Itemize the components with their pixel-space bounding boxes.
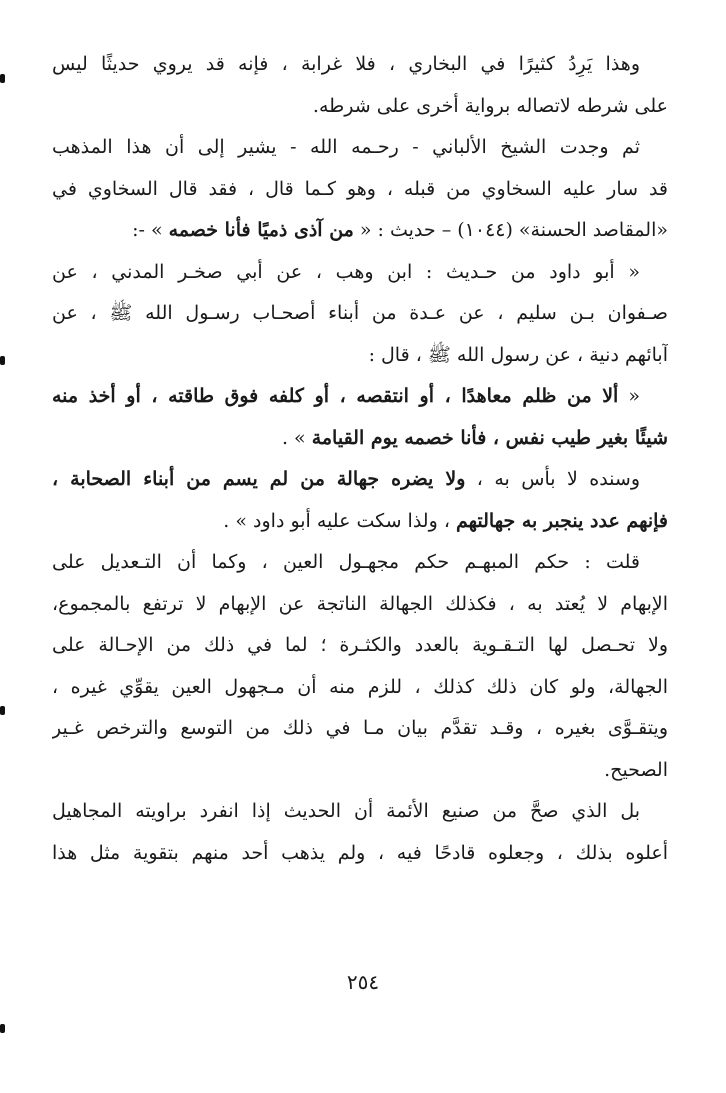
text-line: ويتقـوَّى بغيره ، وقـد تقدَّم بيان مـا في ذلك من التوسع والترخص غـير bbox=[52, 717, 668, 739]
text-segment: «المقاصد الحسنة» (١٠٤٤) – حديث : « bbox=[353, 219, 668, 241]
text-line: أعلوه بذلك ، وجعلوه قادحًا فيه ، ولم يذهب أحد منهم بتقوية مثل هذا bbox=[52, 841, 668, 864]
scan-mark bbox=[0, 1024, 5, 1033]
text-line: آبائهم دنية ، عن رسول الله ﷺ ، قال : bbox=[368, 343, 668, 366]
text-line: قد سار عليه السخاوي من قبله ، وهو كـما قال ، فقد قال السخاوي في bbox=[52, 177, 668, 200]
text-line: « أبو داود من حـديث : ابن وهب ، عن أبي صخـر المدني ، عن bbox=[52, 260, 640, 283]
bold-text-segment: ولا يضره جهالة من لم يسم من أبناء الصحابة ، bbox=[52, 468, 466, 490]
text-line: ولا تحـصل لها التـقـوية بالعدد والكثـرة ؛ لما في ذلك من الإحـالة على bbox=[52, 634, 668, 656]
bold-text-segment: فإنهم عدد ينجبر به جهالتهم bbox=[456, 509, 668, 532]
scan-mark bbox=[0, 706, 5, 715]
text-line: صـفوان بـن سليم ، عن عـدة من أبناء أصحـاب رسـول الله ﷺ ، عن bbox=[52, 302, 668, 324]
text-line: الإبهام لا يُعتد به ، فكذلك الجهالة الناتجة عن الإبهام لا ترتفع بالمجموع، bbox=[52, 592, 668, 615]
text-line: قلت : حكم المبهـم حكم مجهـول العين ، وكما أن التـعديل على bbox=[52, 551, 640, 573]
text-segment: ، ولذا سكت عليه أبو داود » . bbox=[223, 509, 456, 532]
bold-text-segment: شيئًا بغير طيب نفس ، فأنا خصمه يوم القيامة bbox=[311, 426, 668, 449]
bold-text-segment: ألا من ظلم معاهدًا ، أو انتقصه ، أو كلفه فوق طاقته ، أو أخذ منه bbox=[52, 385, 619, 407]
text-line: على شرطه لاتصاله برواية أخرى على شرطه. bbox=[312, 94, 668, 117]
scan-mark bbox=[0, 356, 5, 365]
text-line bbox=[52, 459, 668, 501]
text-segment: » . bbox=[281, 426, 312, 449]
text-segment: وسنده لا بأس به ، bbox=[465, 468, 641, 490]
text-line bbox=[52, 501, 668, 543]
text-line: وهذا يَرِدُ كثيرًا في البخاري ، فلا غرابة ، فإنه قد يروي حديثًا ليس bbox=[52, 53, 640, 75]
text-line: بل الذي صحَّ من صنيع الأئمة أن الحديث إذا انفرد براويته المجاهيل bbox=[52, 800, 640, 822]
text-line bbox=[52, 376, 668, 418]
bold-text-segment: من آذى ذميًا فأنا خصمه bbox=[168, 219, 354, 241]
text-line bbox=[52, 418, 668, 460]
scan-mark bbox=[0, 74, 5, 83]
text-line: الجهالة، ولو كان ذلك كذلك ، للزم منه أن مـجهول العين يقوِّي غيره ، bbox=[52, 675, 668, 698]
text-segment: « bbox=[618, 385, 640, 407]
text-line: ثم وجدت الشيخ الألباني - رحـمه الله - يشير إلى أن هذا المذهب bbox=[52, 136, 640, 158]
body-text bbox=[52, 44, 668, 874]
text-line: الصحيح. bbox=[604, 758, 668, 781]
text-line bbox=[52, 210, 668, 252]
page-number: ٢٥٤ bbox=[346, 970, 380, 994]
text-segment: » -: bbox=[132, 219, 169, 241]
